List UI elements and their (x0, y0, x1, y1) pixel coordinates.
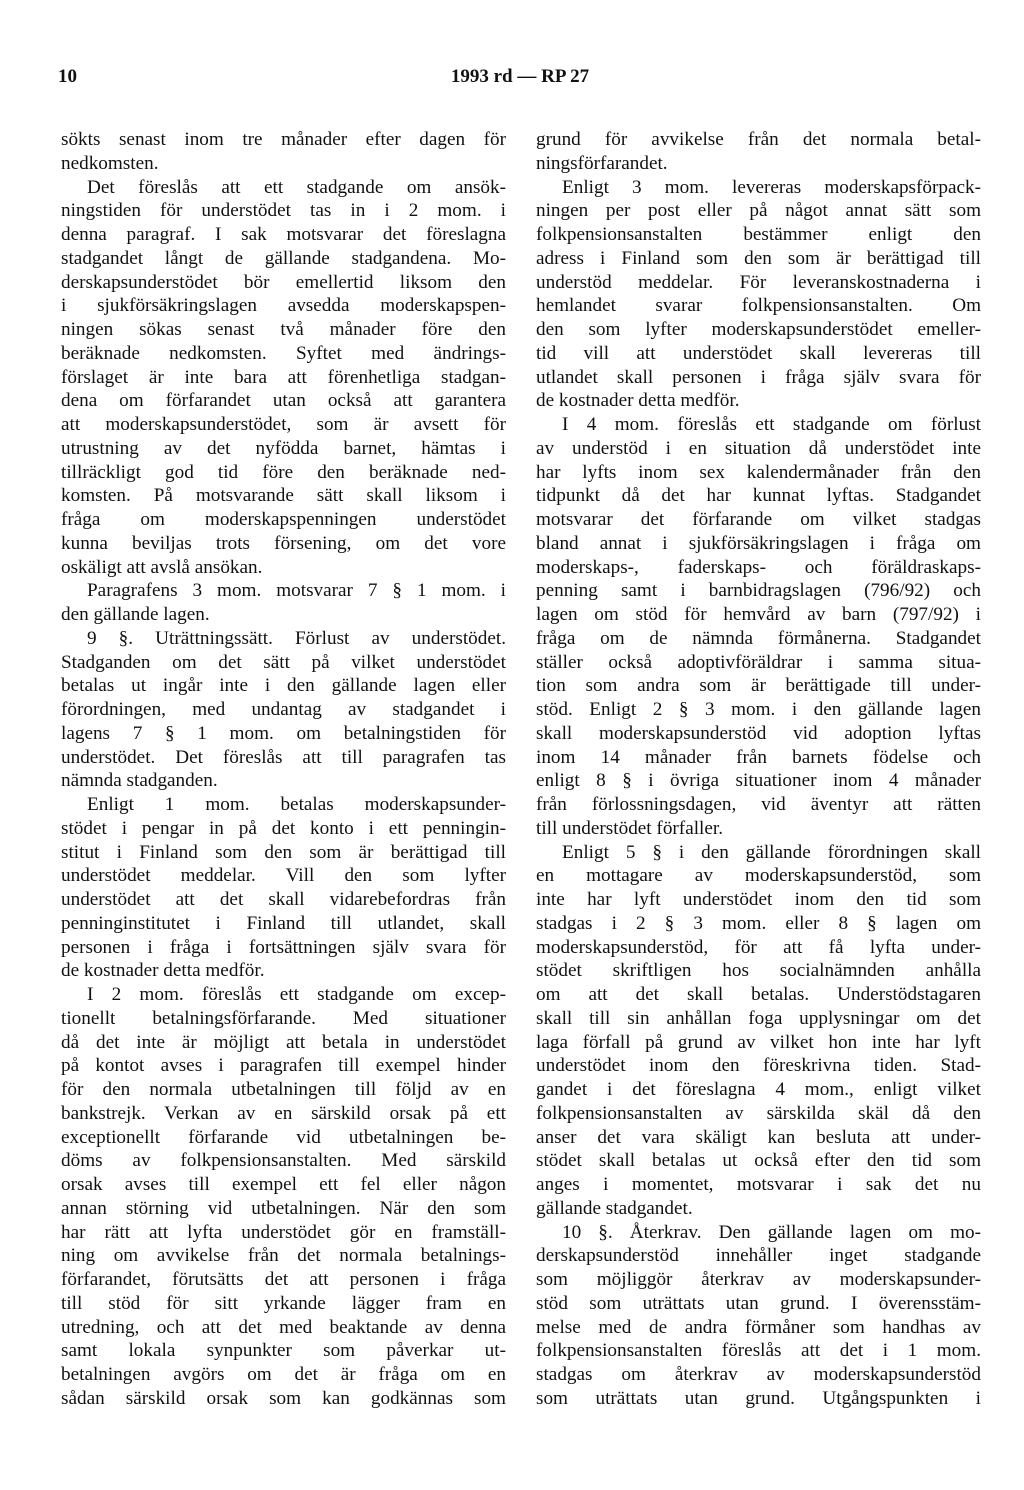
text-line: Enligt 5 § i den gällande förordningen skall (562, 841, 981, 863)
text-line: Stadganden om det sätt på vilket understödet (61, 651, 506, 673)
text-line: ning om avvikelse från det normala betalnings- (61, 1245, 506, 1267)
text-line: Paragrafens 3 mom. motsvarar 7 § 1 mom. i (87, 580, 506, 602)
text-line: som uträttats utan grund. Utgångspunkten i (536, 1387, 981, 1409)
text-line: skall moderskapsunderstöd vid adoption lyftas (536, 722, 981, 744)
text-line: nämnda stadganden. (61, 770, 218, 792)
text-line: betalas ut ingår inte i den gällande lagen eller (61, 675, 506, 697)
text-line: 10 §. Återkrav. Den gällande lagen om mo- (562, 1221, 981, 1243)
text-line: som möjliggör återkrav av moderskapsunder- (536, 1269, 981, 1290)
text-line: stitut i Finland som den som är berättigad till (61, 841, 506, 863)
text-line: till understödet förfaller. (536, 817, 724, 839)
text-line: Det föreslås att ett stadgande om ansök- (87, 176, 506, 198)
text-line: understödet. Det föreslås att till paragrafen tas (61, 746, 506, 768)
text-line: derskapsunderstöd innehåller inget stadgande (536, 1245, 981, 1267)
text-line: utrustning av det nyfödda barnet, hämtas i (61, 437, 506, 459)
text-line: lagen om stöd för hemvård av barn (797/92) i (536, 604, 981, 625)
text-line: sådan särskild orsak som kan godkännas som (61, 1387, 506, 1409)
text-line: understödet att det skall vidarebefordras från (61, 889, 506, 910)
text-line: inom 14 månader från barnets födelse och (536, 746, 981, 768)
text-line: I 4 mom. föreslås ett stadgande om förlust (562, 414, 981, 435)
text-line: derskapsunderstödet bör emellertid liksom den (61, 271, 506, 293)
text-line: till stöd för sitt yrkande lägger fram en (61, 1292, 506, 1314)
text-line: nedkomsten. (61, 152, 159, 174)
text-line: grund för avvikelse från det normala betal- (536, 129, 981, 150)
text-line: den gällande lagen. (61, 604, 210, 625)
text-line: ningen per post eller på något annat sätt som (536, 200, 981, 222)
text-line: fråga om de nämnda förmånerna. Stadgandet (536, 627, 981, 649)
text-line: Enligt 3 mom. levereras moderskapsförpack- (562, 176, 981, 198)
text-line: de kostnader detta medför. (61, 960, 265, 982)
text-line: folkpensionsanstalten föreslås att det i 1 mom. (536, 1340, 981, 1362)
text-line: utlandet skall personen i fråga själv svara för (536, 366, 981, 388)
text-line: denna paragraf. I sak motsvarar det föreslagna (61, 224, 506, 245)
text-line: stadgas om återkrav av moderskapsunderstöd (536, 1364, 981, 1385)
text-line: dena om förfarandet utan också att garantera (61, 390, 506, 412)
text-line: förordningen, med undantag av stadgandet i (61, 699, 506, 720)
text-line: för den normala utbetalningen till följd av en (61, 1079, 506, 1100)
text-line: bland annat i sjukförsäkringslagen i fråga om (536, 532, 981, 554)
text-line: ningsförfarandet. (536, 152, 668, 174)
text-line: om att det skall betalas. Understödstagaren (536, 984, 981, 1005)
text-line: döms av folkpensionsanstalten. Med särskild (61, 1150, 506, 1172)
text-line: från förlossningsdagen, vid äventyr att rätten (536, 794, 981, 815)
text-line: penning samt i barnbidragslagen (796/92) och (536, 580, 981, 602)
text-line: 9 §. Uträttningssätt. Förlust av understödet. (87, 627, 506, 649)
text-line: I 2 mom. föreslås ett stadgande om excep- (87, 984, 506, 1005)
text-line: då det inte är möjligt att betala in understödet (61, 1031, 506, 1053)
text-line: Enligt 1 mom. betalas moderskapsunder- (87, 794, 506, 815)
text-line: bankstrejk. Verkan av en särskild orsak på ett (61, 1102, 506, 1124)
text-line: lagens 7 § 1 mom. om betalningstiden för (61, 722, 506, 744)
text-line: oskäligt att avslå ansökan. (61, 556, 263, 578)
text-line: ningstiden för understödet tas in i 2 mom. i (61, 200, 506, 222)
text-line: komsten. På motsvarande sätt skall liksom i (61, 485, 506, 507)
text-line: inte har lyft understödet inom den tid som (536, 889, 981, 910)
text-line: understödet meddelar. Vill den som lyfter (61, 865, 506, 887)
text-line: kunna beviljas trots försening, om det vore (61, 532, 506, 554)
text-line: melse med de andra förmåner som handhas av (536, 1316, 981, 1338)
text-line: stödet skriftligen hos socialnämnden anhålla (536, 960, 981, 982)
text-line: understöd meddelar. För leveranskostnaderna i (536, 271, 981, 293)
text-line: i sjukförsäkringslagen avsedda moderskapspen- (61, 295, 506, 317)
text-line: stödet skall betalas ut också efter den tid som (536, 1150, 981, 1172)
text-line: gandet i det föreslagna 4 mom., enligt vilket (536, 1079, 981, 1100)
text-line: personen i fråga i fortsättningen själv svara för (61, 936, 506, 958)
running-title: 1993 rd — RP 27 (450, 66, 590, 87)
text-line: understödet inom den föreskrivna tiden. Stad- (536, 1055, 981, 1077)
text-line: stödet i pengar in på det konto i ett penningin- (61, 817, 506, 839)
page-header (58, 66, 982, 96)
text-line: samt lokala synpunkter som påverkar ut- (61, 1340, 506, 1362)
left-column (61, 128, 506, 1411)
text-line: förslaget är inte bara att förenhetliga stadgan- (61, 366, 506, 388)
text-line: tidpunkt då det har kunnat lyftas. Stadgandet (536, 485, 981, 507)
text-line: tion som andra som är berättigade till under- (536, 675, 981, 697)
text-line: hemlandet svarar folkpensionsanstalten. Om (536, 295, 981, 317)
text-line: tionellt betalningsförfarande. Med situationer (61, 1007, 506, 1029)
text-line: av understöd i en situation då understödet inte (536, 437, 981, 459)
text-line: betalningen avgörs om det är fråga om en (61, 1364, 506, 1385)
text-line: folkpensionsanstalten bestämmer enligt den (536, 224, 981, 245)
text-line: har rätt att lyfta understödet gör en framställ- (61, 1221, 506, 1243)
text-line: folkpensionsanstalten av särskilda skäl då den (536, 1102, 981, 1124)
text-line: skall till sin anhållan foga upplysningar om det (536, 1007, 981, 1029)
text-line: stöd. Enligt 2 § 3 mom. i den gällande lagen (536, 699, 981, 720)
text-line: stadgas i 2 § 3 mom. eller 8 § lagen om (536, 912, 981, 934)
text-line: anges i momentet, motsvarar i sak det nu (536, 1174, 981, 1195)
text-line: gällande stadgandet. (536, 1197, 693, 1219)
text-line: enligt 8 § i övriga situationer inom 4 månader (536, 770, 981, 792)
text-line: utredning, och att det med beaktande av denna (61, 1316, 506, 1338)
text-line: orsak avses till exempel ett fel eller någon (61, 1174, 506, 1195)
text-line: en mottagare av moderskapsunderstöd, som (536, 865, 981, 887)
text-line: exceptionellt förfarande vid utbetalningen be- (61, 1126, 506, 1148)
text-line: tid vill att understödet skall levereras till (536, 342, 981, 364)
text-line: att moderskapsunderstödet, som är avsett för (61, 414, 506, 435)
text-line: stöd som uträttats utan grund. I överensstäm- (536, 1292, 981, 1314)
text-line: annan störning vid utbetalningen. När den som (61, 1197, 506, 1219)
text-line: ställer också adoptivföräldrar i samma situa- (536, 651, 981, 673)
text-line: motsvarar det förfarande om vilket stadgas (536, 509, 981, 530)
text-line: den som lyfter moderskapsunderstödet emeller- (536, 319, 981, 340)
right-column (536, 128, 981, 1411)
text-line: stadgandet långt de gällande stadgandena. Mo- (61, 247, 506, 269)
text-line: förfarandet, förutsätts det att personen i fråga (61, 1269, 506, 1290)
text-line: ningen sökas senast två månader före den (61, 319, 506, 340)
text-line: moderskaps-, faderskaps- och föräldraskaps- (536, 556, 981, 578)
text-line: moderskapsunderstöd, för att få lyfta under- (536, 936, 981, 958)
text-line: laga förfall på grund av vilket hon inte har lyft (536, 1031, 981, 1053)
text-line: tillräckligt god tid före den beräknade ned- (61, 461, 506, 483)
text-line: adress i Finland som den som är berättigad till (536, 247, 981, 269)
text-line: anser det vara skäligt kan besluta att under- (536, 1126, 981, 1148)
page-number: 10 (58, 66, 77, 87)
text-line: fråga om moderskapspenningen understödet (61, 509, 506, 530)
text-line: de kostnader detta medför. (536, 390, 740, 412)
text-line: sökts senast inom tre månader efter dagen för (61, 129, 506, 150)
text-line: har lyfts inom sex kalendermånader från den (536, 461, 981, 483)
text-line: penninginstitutet i Finland till utlandet, skall (61, 912, 506, 934)
text-line: på kontot avses i paragrafen till exempel hinder (61, 1055, 506, 1077)
text-line: beräknade nedkomsten. Syftet med ändrings- (61, 342, 506, 364)
